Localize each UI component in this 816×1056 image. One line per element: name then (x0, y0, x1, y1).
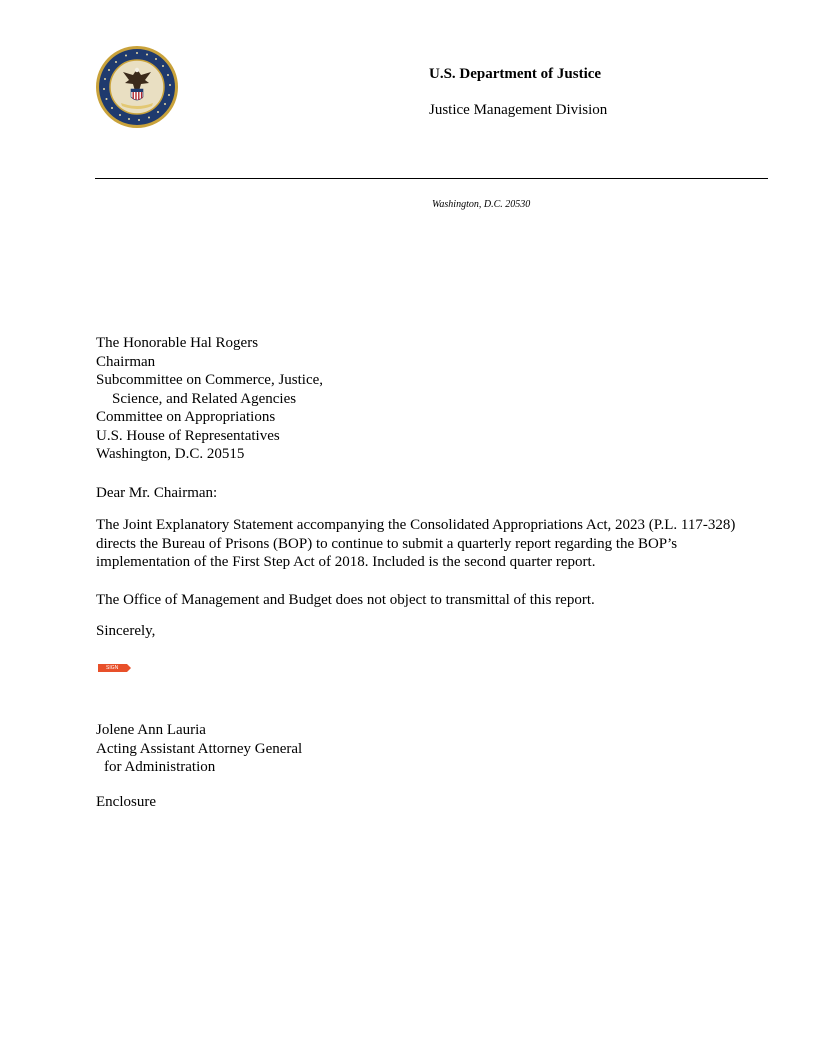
header-divider (95, 178, 768, 179)
body-paragraph: The Office of Management and Budget does not object to transmittal of this report. (96, 592, 595, 608)
letterhead-location: Washington, D.C. 20530 (432, 199, 531, 210)
signer-title-continued: for Administration (104, 759, 216, 775)
salutation: Dear Mr. Chairman: (96, 485, 218, 501)
signer-name: Jolene Ann Lauria (96, 722, 206, 738)
enclosure-note: Enclosure (96, 794, 156, 810)
closing: Sincerely, (96, 623, 156, 639)
recipient-line: Washington, D.C. 20515 (96, 446, 245, 462)
recipient-line: Subcommittee on Commerce, Justice, (96, 372, 324, 388)
sign-tab-label: SIGN (106, 665, 119, 671)
doj-seal-logo (95, 45, 179, 129)
signer-block (96, 721, 736, 777)
recipient-address (96, 334, 736, 464)
recipient-line: U.S. House of Representatives (96, 427, 280, 444)
recipient-line: Committee on Appropriations (96, 409, 276, 425)
seal-graphic (95, 45, 179, 129)
signer-title: Acting Assistant Attorney General (96, 740, 303, 757)
body-paragraph: The Joint Explanatory Statement accompanying the Consolidated Appropriations Act, 2023 (P.L. 117-328) directs the Bureau of Prisons (BOP) to continue to submit a quarterly report regarding the BOP’s implementation of the First Step Act of 2018. Included is the second quarter report. (96, 517, 736, 570)
sign-here-tab[interactable] (98, 664, 131, 672)
recipient-line: Chairman (96, 353, 156, 370)
division-name: Justice Management Division (429, 102, 608, 118)
recipient-line: Science, and Related Agencies (112, 390, 297, 407)
department-title: U.S. Department of Justice (429, 66, 602, 82)
recipient-line: The Honorable Hal Rogers (96, 335, 259, 351)
